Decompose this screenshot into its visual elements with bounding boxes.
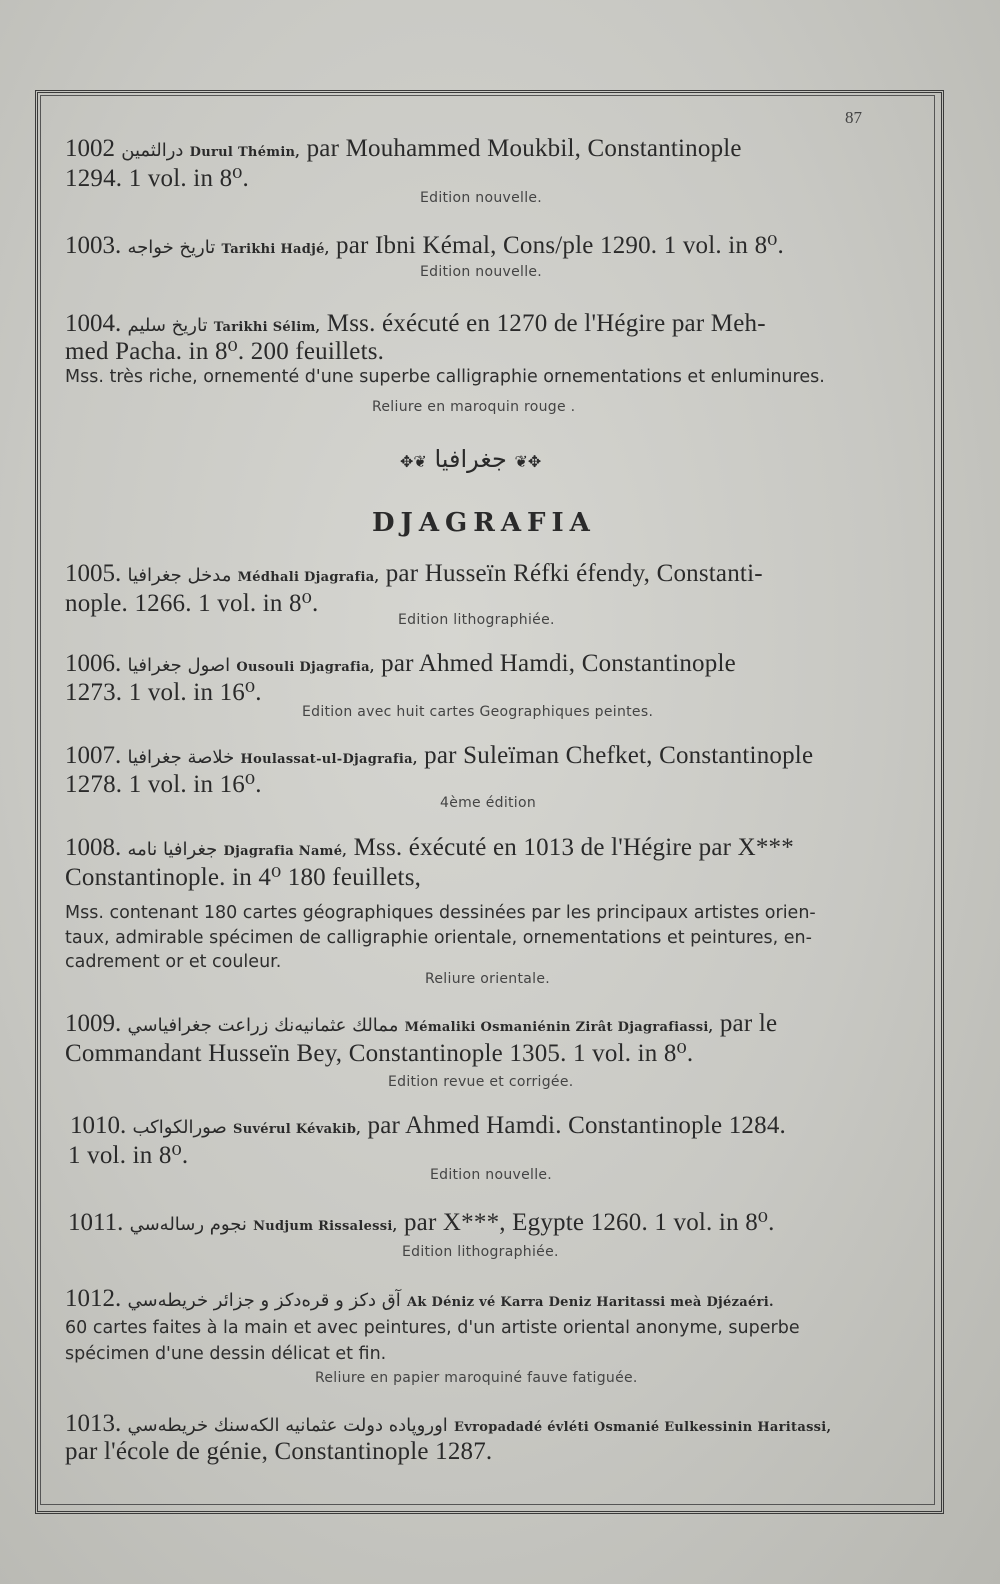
entry-line-2: nople. 1266. 1 vol. in 8⁰. [65,590,319,617]
entry-number: 1005. [65,560,122,587]
entry-number: 1012. [65,1285,122,1312]
transliterated-title: Houlassat-ul-Djagrafia, [240,752,418,767]
description-line: taux, admirable spécimen de calligraphie orientale, ornementations et peintures, en- [65,928,812,948]
entry-detail: Mss. éxécuté en 1270 de l'Hégire par Meh- [326,310,766,337]
entry-number: 1013. [65,1410,122,1437]
entry-number: 1002 [65,135,115,162]
edition-note: Edition avec huit cartes Geographiques peintes. [302,704,654,720]
transliterated-title: Durul Thémin, [189,145,301,160]
entry-line [65,230,784,260]
arabic-title: ممالك عثمانيه‌نك زراعت جغرافياسي [127,1015,399,1036]
transliterated-title: Nudjum Rissalessi, [253,1219,398,1234]
arabic-title: صورالكواكب [132,1117,227,1138]
entry-line-2: Constantinople. in 4⁰ 180 feuillets, [65,864,422,891]
entry-line [65,1410,831,1438]
entry-line-2: med Pacha. in 8⁰. 200 feuillets. [65,338,385,365]
description-line: Mss. contenant 180 cartes géographiques dessinées par les principaux artistes orien- [65,903,816,923]
entry-number: 1003. [65,232,122,259]
entry-detail: par Husseïn Réfki éfendy, Constanti- [385,560,763,587]
transliterated-title: Djagrafia Namé, [223,844,348,859]
ornament-left-icon: ✥❦ [400,452,427,471]
ornament-right-icon: ❦✥ [514,452,542,471]
edition-note: Edition lithographiée. [398,612,555,628]
transliterated-title: Mémaliki Osmaniénin Zirât Djagrafiassi, [404,1020,714,1035]
edition-note: Edition nouvelle. [420,190,543,206]
entry-line [65,560,763,588]
transliterated-title: Suvérul Kévakib, [233,1122,362,1137]
entry-line [68,1207,775,1237]
edition-note: 4ème édition [440,795,537,811]
entry-number: 1008. [65,834,122,861]
section-heading-arabic [400,445,541,473]
description-line: 60 cartes faites à la main et avec peintures, d'un artiste oriental anonyme, superbe [65,1318,800,1338]
arabic-title: مدخل جغرافيا [127,565,232,586]
binding-note: Reliure en maroquin rouge . [372,399,576,415]
arabic-title: جغرافيا نامه [127,839,218,860]
entry-line-2: 1278. 1 vol. in 16⁰. [65,771,262,798]
entry-line [65,310,766,338]
entry-line [65,742,813,770]
entry-number: 1006. [65,650,122,677]
arabic-title: درالثمين [121,140,184,161]
entry-number: 1011. [68,1209,124,1236]
entry-detail: par Ahmed Hamdi. Constantinople 1284. [367,1112,786,1139]
arabic-title: تاريخ سليم [127,315,208,336]
entry-line-2: 1 vol. in 8⁰. [68,1142,189,1169]
transliterated-title: Médhali Djagrafia, [237,570,380,585]
entry-detail: par Ahmed Hamdi, Constantinople [381,650,736,677]
arabic-title: نجوم رساله‌سي [129,1214,247,1235]
transliterated-title: Tarikhi Sélim, [213,320,321,335]
entry-line [65,135,742,163]
entry-detail: par le [719,1010,778,1037]
edition-note: Edition nouvelle. [420,264,543,280]
entry-detail: par Suleïman Chefket, Constantinople [424,742,814,769]
entry-line-2: par l'école de génie, Constantinople 1287. [65,1438,493,1465]
binding-note: Reliure orientale. [425,971,550,987]
entry-line [70,1112,786,1140]
arabic-title: اوروپاده دولت عثمانيه الكه‌سنك خريطه‌سي [127,1415,448,1436]
description-line: cadrement or et couleur. [65,952,282,972]
arabic-title: تاريخ خواجه [127,237,216,258]
entry-line-2: 1294. 1 vol. in 8⁰. [65,165,249,192]
entry-number: 1009. [65,1010,122,1037]
arabic-title: آق دكز و قره‌دكز و جزائر خريطه‌سي [127,1290,401,1311]
entry-line [65,650,736,678]
entry-line [65,1010,777,1038]
edition-note: Edition nouvelle. [430,1167,553,1183]
entry-line [65,1285,774,1313]
description-line: Mss. très riche, ornementé d'une superbe calligraphie ornementations et enluminures. [65,367,825,387]
binding-note: Reliure en papier maroquiné fauve fatiguée. [315,1370,638,1386]
entry-number: 1007. [65,742,122,769]
section-title: DJAGRAFIA [372,508,596,538]
arabic-title: خلاصة جغرافيا [127,747,235,768]
transliterated-title: Evropadadé évléti Osmanié Eulkessinin Haritassi, [454,1420,832,1435]
edition-note: Edition revue et corrigée. [388,1074,574,1090]
section-arabic-text: جغرافيا [434,445,507,473]
entry-line-2: 1273. 1 vol. in 16⁰. [65,679,262,706]
arabic-title: اصول جغرافيا [127,655,231,676]
page-number: 87 [845,108,862,127]
entry-detail: Mss. éxécuté en 1013 de l'Hégire par X*** [353,834,794,861]
edition-note: Edition lithographiée. [402,1244,559,1260]
entry-detail: par Ibni Kémal, Cons/ple 1290. 1 vol. in 8⁰. [336,232,784,259]
entry-detail: par X***, Egypte 1260. 1 vol. in 8⁰. [403,1209,775,1236]
entry-line [65,834,794,862]
transliterated-title: Ak Déniz vé Karra Deniz Haritassi meà Djézaéri. [407,1295,774,1310]
transliterated-title: Ousouli Djagrafia, [236,660,375,675]
entry-number: 1004. [65,310,122,337]
transliterated-title: Tarikhi Hadjé, [221,242,330,257]
description-line: spécimen d'une dessin délicat et fin. [65,1344,387,1364]
entry-number: 1010. [70,1112,127,1139]
entry-line-2: Commandant Husseïn Bey, Constantinople 1305. 1 vol. in 8⁰. [65,1040,694,1067]
entry-detail: par Mouhammed Moukbil, Constantinople [306,135,742,162]
